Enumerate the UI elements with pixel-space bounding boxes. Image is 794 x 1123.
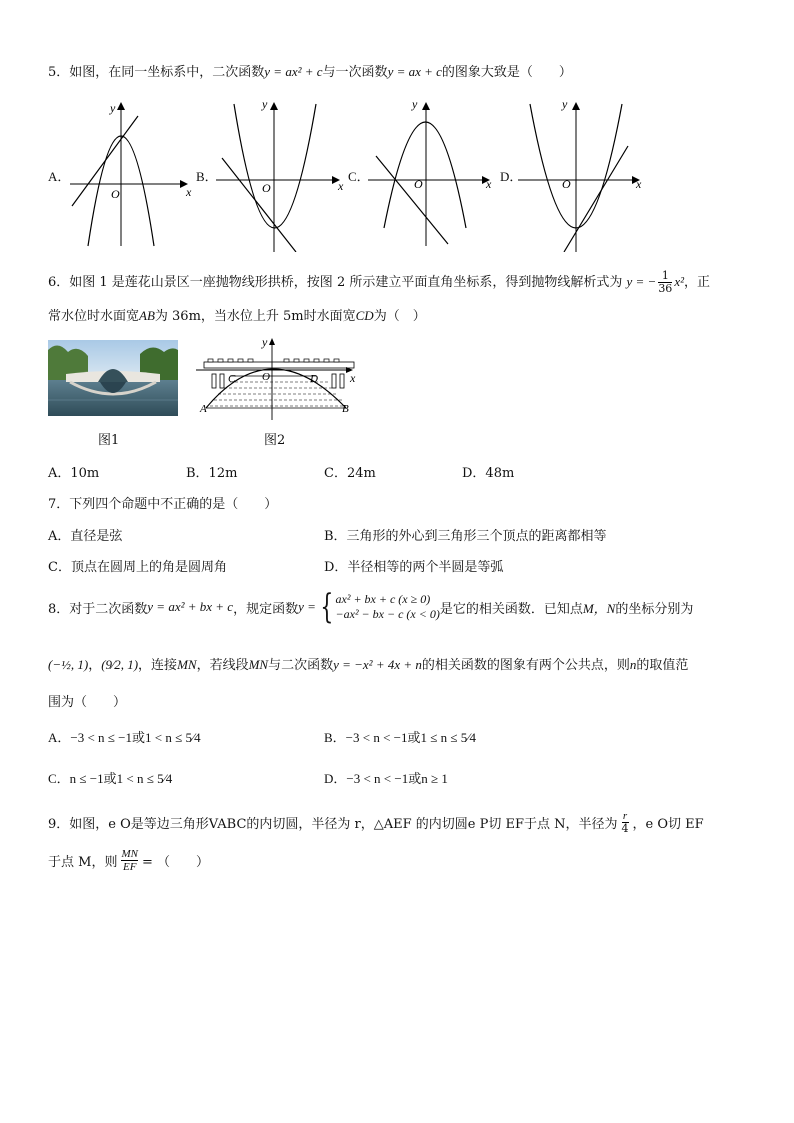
q9-line1: 9．如图，e O是等边三角形VABC的内切圆，半径为 r，△AEF 的内切圆e P切 EF于点 N，半径为 r 4 ，e O切 EF bbox=[48, 810, 704, 835]
origin-label: O bbox=[414, 177, 423, 191]
bridge-photo bbox=[48, 340, 178, 416]
axis-y-label: y bbox=[110, 101, 116, 115]
fig2-label-b: B bbox=[342, 403, 349, 415]
q5-graph-c bbox=[362, 96, 502, 252]
q8-option-d[interactable]: D．−3 < n < −1或n ≥ 1 bbox=[324, 771, 448, 786]
q7-option-a[interactable]: A．直径是弦 bbox=[48, 529, 123, 544]
piecewise-cases: ax² + bx + c (x ≥ 0) −ax² − bx − c (x < 0) bbox=[335, 592, 440, 621]
q5-graph-b bbox=[212, 96, 352, 252]
q6-option-d[interactable]: D．48m bbox=[462, 466, 515, 481]
q8-option-b[interactable]: B．−3 < n < −1或1 ≤ n ≤ 5⁄4 bbox=[324, 730, 476, 745]
piecewise-brace: { bbox=[320, 587, 334, 627]
q7-option-c[interactable]: C．顶点在圆周上的角是圆周角 bbox=[48, 560, 227, 575]
q6-fraction: $\frac{1}{36}$ bbox=[658, 269, 673, 295]
fig2-label-a: A bbox=[200, 403, 207, 415]
q9-fraction-mn-ef: $\frac{MN}{EF}$ bbox=[121, 848, 138, 873]
q6-line2: 常水位时水面宽AB为 36m，当水位上升 5m时水面宽CD为（ ） bbox=[48, 308, 426, 324]
q5-option-c[interactable]: C． bbox=[348, 169, 370, 184]
q8-option-a[interactable]: A．−3 < n ≤ −1或1 < n ≤ 5⁄4 bbox=[48, 730, 201, 745]
q5-option-d[interactable]: D． bbox=[500, 169, 523, 184]
axis-x-label: x bbox=[186, 185, 192, 199]
fig2-label-y: y bbox=[262, 336, 268, 349]
q6-option-c[interactable]: C．24m bbox=[324, 466, 376, 481]
axis-x-label: x bbox=[486, 177, 492, 191]
q5-option-a[interactable]: A． bbox=[48, 169, 71, 184]
origin-label: O bbox=[111, 187, 120, 201]
axis-x-label: x bbox=[636, 177, 642, 191]
origin-label: O bbox=[262, 181, 271, 195]
q5-graph-a bbox=[60, 96, 200, 252]
q5-stem: 5．如图，在同一坐标系中，二次函数y = ax² + c与一次函数y = ax + c的图象大致是（ ） bbox=[48, 64, 572, 80]
fig2-label-c: C bbox=[228, 373, 236, 385]
fig2-label-d: D bbox=[310, 373, 318, 385]
q9-line2: 于点 M，则 $\frac{MN}{EF}$ = （ ） bbox=[48, 848, 209, 873]
q7-option-d[interactable]: D．半径相等的两个半圆是等弧 bbox=[324, 560, 504, 575]
fig2-label-o: O bbox=[262, 371, 270, 383]
axis-y-label: y bbox=[562, 97, 568, 111]
axis-y-label: y bbox=[412, 97, 418, 111]
q8-option-c[interactable]: C．n ≤ −1或1 < n ≤ 5⁄4 bbox=[48, 771, 173, 786]
q9-fraction-r4: r 4 bbox=[621, 810, 629, 835]
q6-option-b[interactable]: B．12m bbox=[186, 466, 238, 481]
q6-option-a[interactable]: A．10m bbox=[48, 466, 100, 481]
fig1-caption: 图1 bbox=[98, 433, 120, 448]
bridge-diagram bbox=[196, 336, 364, 426]
q7-option-b[interactable]: B．三角形的外心到三角形三个顶点的距离都相等 bbox=[324, 529, 607, 544]
q7-stem: 7．下列四个命题中不正确的是（ ） bbox=[48, 497, 278, 512]
q5-option-b[interactable]: B． bbox=[196, 169, 218, 184]
axis-y-label: y bbox=[262, 97, 268, 111]
fig2-label-x: x bbox=[350, 371, 356, 385]
q8-line3: 围为（ ） bbox=[48, 695, 127, 710]
origin-label: O bbox=[562, 177, 571, 191]
q8-line2: (−½, 1)，(9⁄2, 1)，连接MN，若线段MN与二次函数y = −x² + 4x + n的相关函数的图象有两个公共点，则n的取值范 bbox=[48, 657, 689, 673]
fig2-caption: 图2 bbox=[264, 433, 286, 448]
axis-x-label: x bbox=[338, 179, 344, 193]
q5-graph-d bbox=[514, 96, 654, 252]
q8-line1: 8．对于二次函数 y = ax² + bx + c ，规定函数 y = { ax² + bx + c (x ≥ 0) −ax² − bx − c (x < 0) 是它的相关函数．已知点 M，N 的坐标分别为 bbox=[48, 587, 694, 627]
q6-line1: 6．如图 1 是莲花山景区一座抛物线形拱桥，按图 2 所示建立平面直角坐标系，得到抛物线解析式为 y = − $\frac{1}{36}$ x²，正 bbox=[48, 269, 710, 295]
